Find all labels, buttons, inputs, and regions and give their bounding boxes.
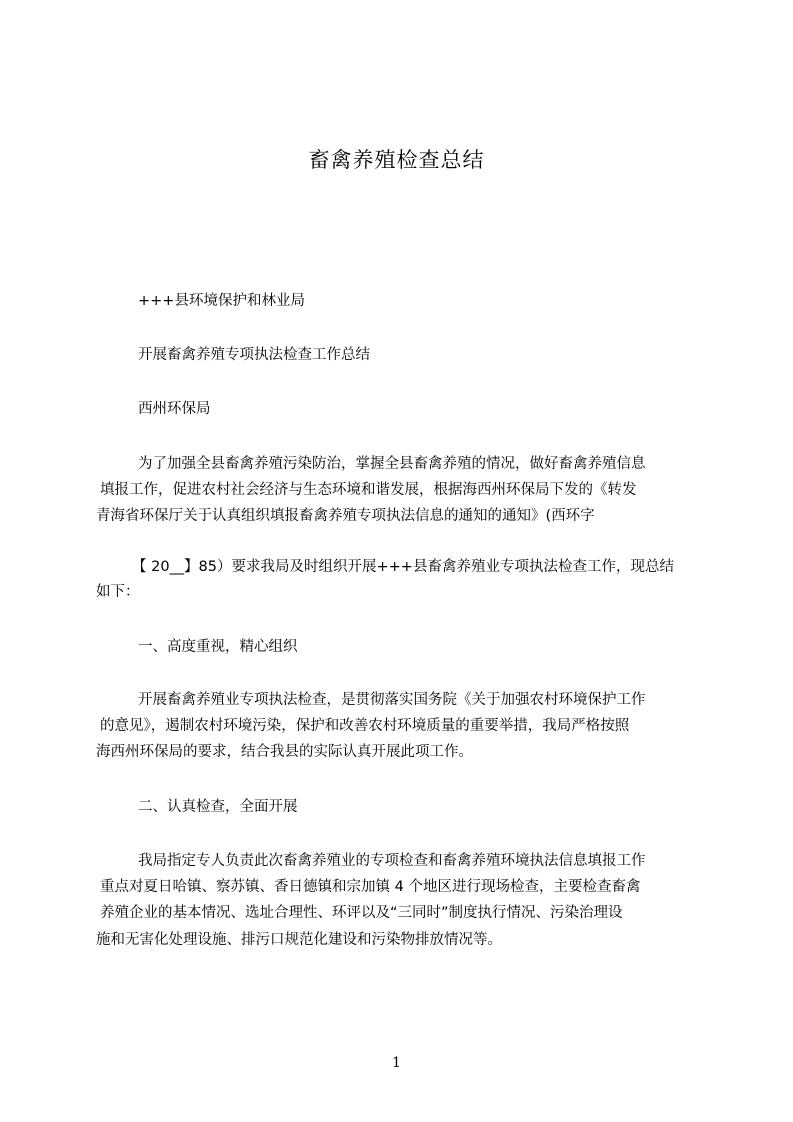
section-heading-1: 一、高度重视，精心组织 bbox=[138, 639, 298, 655]
paragraph-4-line-2: 重点对夏日哈镇、察苏镇、香日德镇和宗加镇 4 个地区进行现场检查，主要检查畜禽 bbox=[100, 879, 641, 895]
paragraph-1-line-1: 为了加强全县畜禽养殖污染防治，掌握全县畜禽养殖的情况，做好畜禽养殖信息 bbox=[138, 456, 646, 472]
paragraph-3-line-1: 开展畜禽养殖业专项执法检查，是贯彻落实国务院《关于加强农村环境保护工作 bbox=[138, 692, 646, 708]
paragraph-3-line-3: 海西州环保局的要求，结合我县的实际认真开展此项工作。 bbox=[96, 744, 473, 760]
page-number: 1 bbox=[392, 1055, 401, 1071]
document-title: 畜禽养殖检查总结 bbox=[308, 148, 485, 172]
paragraph-2-line-1: 【 20__】85）要求我局及时组织开展+++县畜禽养殖业专项执法检查工作，现总结 bbox=[132, 559, 674, 575]
org-line: +++县环境保护和林业局 bbox=[138, 293, 305, 309]
paragraph-4-line-4: 施和无害化处理设施、排污口规范化建设和污染物排放情况等。 bbox=[96, 932, 502, 948]
subject-line: 开展畜禽养殖专项执法检查工作总结 bbox=[138, 347, 370, 363]
paragraph-1-line-3: 青海省环保厅关于认真组织填报畜禽养殖专项执法信息的通知的通知》(西环字 bbox=[96, 508, 595, 524]
section-heading-2: 二、认真检查，全面开展 bbox=[138, 799, 298, 815]
paragraph-2-line-2: 如下： bbox=[96, 584, 140, 600]
paragraph-4-line-3: 养殖企业的基本情况、选址合理性、环评以及“三同时”制度执行情况、污染治理设 bbox=[100, 905, 623, 921]
paragraph-1-line-2: 填报工作，促进农村社会经济与生态环境和谐发展，根据海西州环保局下发的《转发 bbox=[100, 482, 637, 498]
paragraph-3-line-2: 的意见》，遏制农村环境污染，保护和改善农村环境质量的重要举措，我局严格按照 bbox=[100, 718, 630, 734]
paragraph-4-line-1: 我局指定专人负责此次畜禽养殖业的专项检查和畜禽养殖环境执法信息填报工作 bbox=[138, 853, 646, 869]
recipient-line: 西州环保局 bbox=[138, 401, 211, 417]
